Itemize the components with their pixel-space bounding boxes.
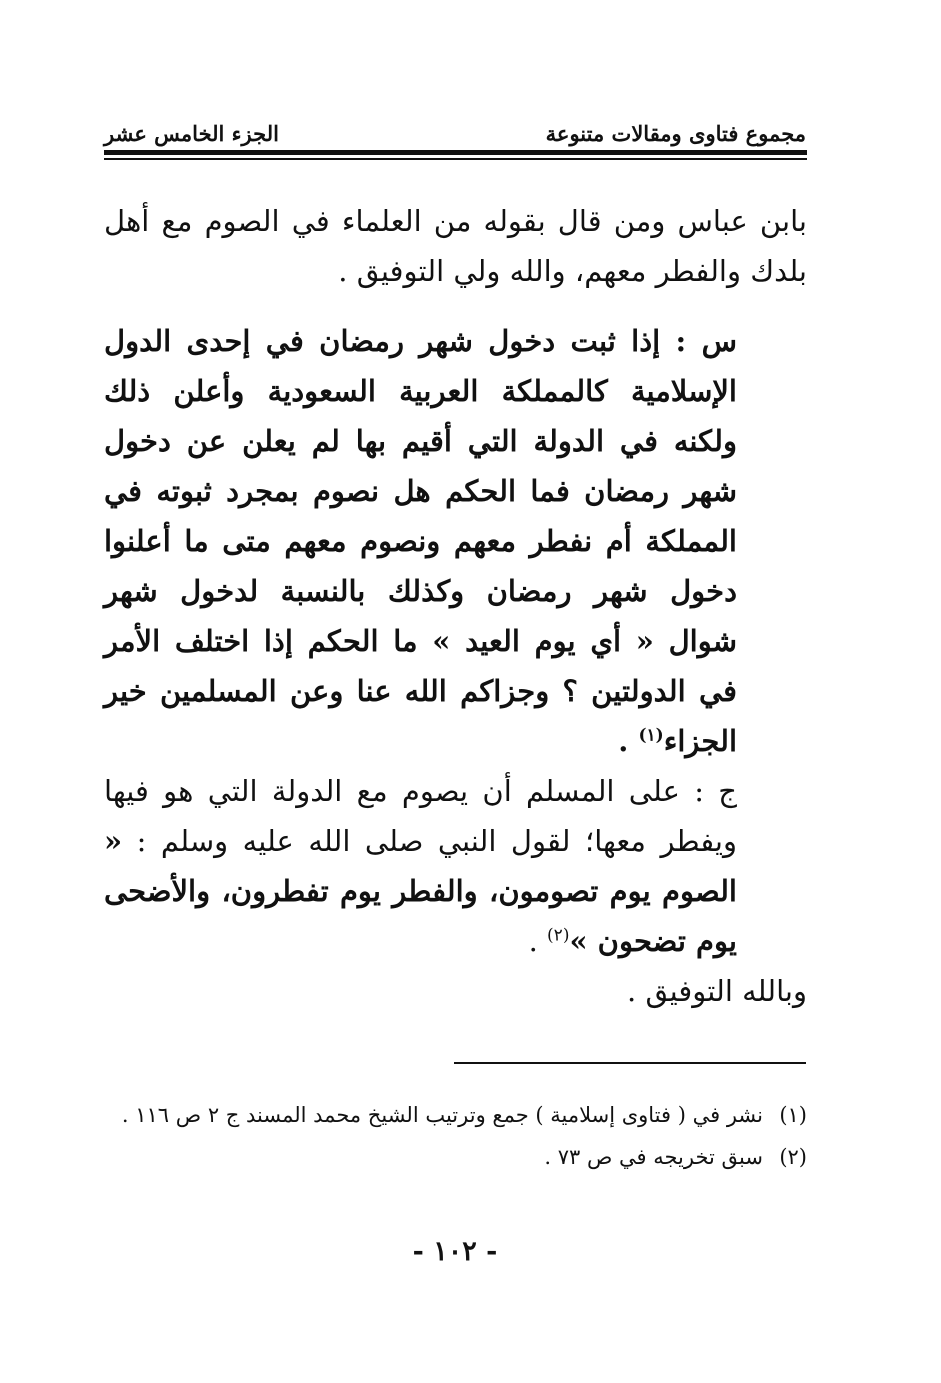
- footnote-2: [104, 1138, 807, 1176]
- footnote-ref-2: (٢): [547, 925, 570, 946]
- footnote-text: نشر في ( فتاوى إسلامية ) جمع وترتيب الشيخ محمد المسند ج ٢ ص ١١٦ .: [121, 1103, 763, 1127]
- volume-label: الجزء الخامس عشر: [104, 121, 279, 146]
- footnote-ref-1: (١): [638, 725, 664, 746]
- footnotes: [104, 1096, 807, 1180]
- footnote-1: [104, 1096, 807, 1134]
- footnote-number: (٢): [779, 1145, 807, 1169]
- main-text: [104, 196, 807, 1016]
- header-rule-thin: [104, 158, 807, 160]
- footnote-text: سبق تخريجه في ص ٧٣ .: [544, 1145, 763, 1169]
- intro-paragraph: بابن عباس ومن قال بقوله من العلماء في الصوم مع أهل بلدك والفطر معهم، والله ولي التوفيق .: [104, 204, 807, 288]
- hadith-quote: « الصوم يوم تصومون، والفطر يوم تفطرون، والأضحى يوم تضحون »: [104, 824, 737, 958]
- running-header: [104, 112, 806, 146]
- question-text: س : إذا ثبت دخول شهر رمضان في إحدى الدول الإسلامية كالمملكة العربية السعودية وأعلن ذلك ولكنه في الدولة التي أقيم بها لم يعلن عن دخول شهر رمضان فما الحكم هل نصوم بمجرد ثبوته في المملكة أم نفطر معهم ونصوم معهم متى ما أعلنوا دخول شهر رمضان وكذلك بالنسبة لدخول شهر شوال « أي يوم العيد » ما الحكم إذا اختلف الأمر في الدولتين ؟ وجزاكم الله عنا وعن المسلمين خير الجزاء: [104, 324, 737, 758]
- answer-paragraph: [104, 766, 807, 966]
- footnote-number: (١): [779, 1103, 807, 1127]
- closing-line: وبالله التوفيق .: [627, 974, 807, 1008]
- answer-text: ج : على المسلم أن يصوم مع الدولة التي هو فيها ويفطر معها؛ لقول النبي صلى الله عليه وسلم :: [104, 774, 737, 858]
- book-title: مجموع فتاوى ومقالات متنوعة: [545, 121, 806, 146]
- page-number: - ١٠٢ -: [412, 1236, 498, 1267]
- question-paragraph: [104, 316, 807, 766]
- answer-mid: .: [528, 924, 548, 958]
- header-rule-thick: [104, 150, 807, 155]
- question-end: .: [618, 724, 639, 758]
- footnote-rule: [454, 1062, 806, 1064]
